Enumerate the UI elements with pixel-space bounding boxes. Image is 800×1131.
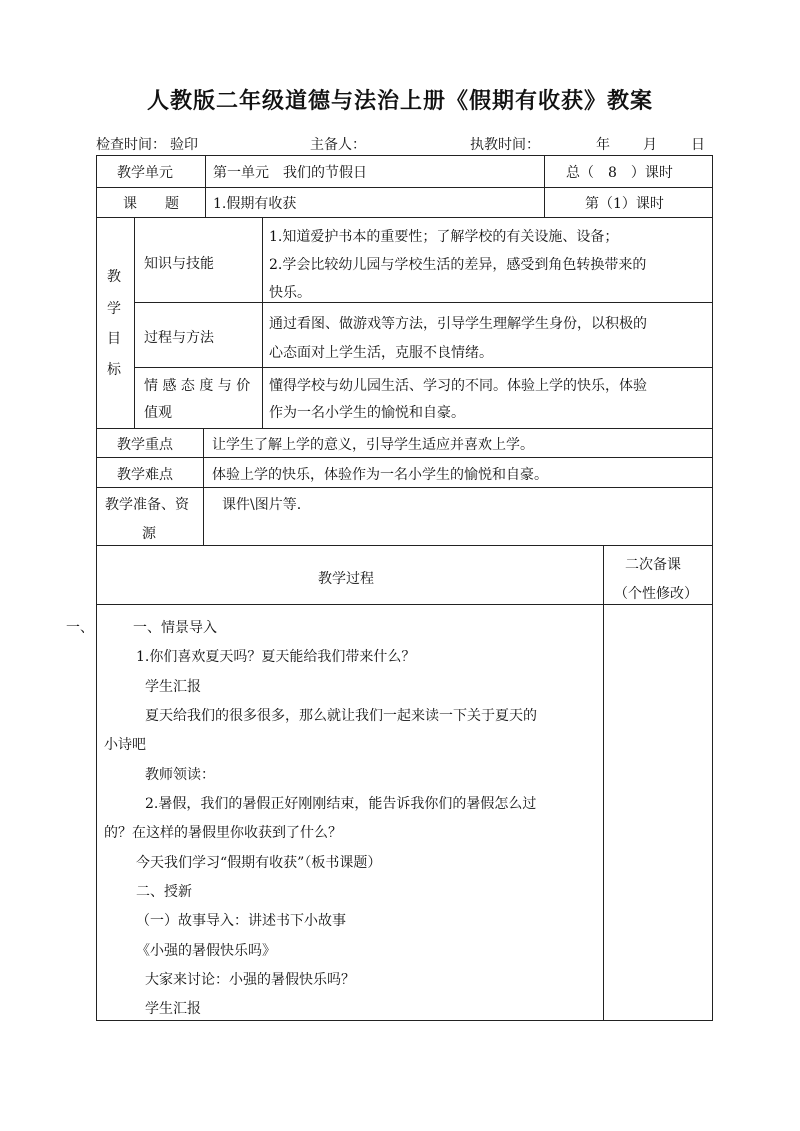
- difficulty-value: 体验上学的快乐，体验作为一名小学生的愉悦和自豪。: [212, 467, 548, 483]
- teach-time-label: 执教时间：: [470, 137, 540, 153]
- day-label: 日: [691, 137, 705, 153]
- body-line: 2.暑假，我们的暑假正好刚刚结束，能告诉我你们的暑假怎么过: [145, 796, 537, 812]
- month-label: 月: [643, 137, 657, 153]
- body-line: 《小强的暑假快乐吗》: [136, 943, 276, 959]
- body-line: 夏天给我们的很多很多，那么就让我们一起来读一下关于夏天的: [145, 708, 537, 724]
- unit-label: 教学单元: [117, 165, 173, 181]
- preparation-label-1: 教学准备、资: [105, 497, 189, 513]
- key-points-value: 让学生了解上学的意义，引导学生适应并喜欢上学。: [212, 437, 534, 453]
- knowledge-line-2: 2.学会比较幼儿园与学校生活的差异，感受到角色转换带来的: [269, 257, 647, 273]
- emotion-label-1: 情 感 态 度 与 价: [144, 378, 251, 394]
- second-prep-label: 二次备课: [625, 557, 681, 573]
- objectives-label-char-4: 标: [107, 362, 121, 378]
- body-line: 小诗吧: [104, 737, 146, 753]
- body-line: （一）故事导入：讲述书下小故事: [136, 913, 346, 929]
- knowledge-line-3: 快乐。: [269, 285, 311, 301]
- objectives-label-char-1: 教: [107, 269, 121, 285]
- emotion-label-2: 值观: [144, 405, 172, 421]
- total-lessons: 总（ 8 ）课时: [566, 165, 673, 181]
- emotion-line-2: 作为一名小学生的愉悦和自豪。: [269, 405, 465, 421]
- body-line: 1.你们喜欢夏天吗？夏天能给我们带来什么？: [136, 649, 416, 665]
- objectives-label-char-3: 目: [107, 331, 121, 347]
- body-line: 二、授新: [136, 884, 192, 900]
- section-side-mark: 一、: [66, 620, 94, 636]
- process-method-line-2: 心态面对上学生活，克服不良情绪。: [269, 345, 493, 361]
- key-points-label: 教学重点: [117, 437, 173, 453]
- body-line: 大家来讨论：小强的暑假快乐吗？: [145, 972, 355, 988]
- unit-value: 第一单元 我们的节假日: [213, 165, 367, 181]
- body-line: 学生汇报: [145, 1001, 201, 1017]
- process-header-label: 教学过程: [318, 571, 374, 587]
- document-title: 人教版二年级道德与法治上册《假期有收获》教案: [146, 88, 653, 114]
- process-method-line-1: 通过看图、做游戏等方法，引导学生理解学生身份，以积极的: [269, 316, 647, 332]
- body-line: 今天我们学习“假期有收获”（板书课题）: [136, 855, 382, 871]
- preparer-label: 主备人：: [310, 137, 366, 153]
- knowledge-line-1: 1.知道爱护书本的重要性；了解学校的有关设施、设备；: [269, 229, 619, 245]
- seal-label: 验印: [170, 137, 198, 153]
- difficulty-label: 教学难点: [117, 467, 173, 483]
- year-label: 年: [596, 137, 610, 153]
- preparation-label-2: 源: [142, 526, 156, 542]
- preparation-value: 课件\图片等.: [222, 497, 302, 513]
- body-line: 教师领读：: [145, 767, 215, 783]
- process-method-label: 过程与方法: [144, 330, 214, 346]
- knowledge-label: 知识与技能: [144, 256, 214, 272]
- objectives-label-char-2: 学: [107, 301, 121, 317]
- body-line: 学生汇报: [145, 679, 201, 695]
- body-line: 的？在这样的暑假里你收获到了什么？: [104, 825, 342, 841]
- topic-value: 1.假期有收获: [213, 196, 297, 212]
- emotion-line-1: 懂得学校与幼儿园生活、学习的不同。体验上学的快乐，体验: [269, 378, 647, 394]
- topic-label: 课 题: [123, 196, 179, 212]
- check-time-label: 检查时间：: [96, 137, 166, 153]
- lesson-number: 第（1）课时: [585, 196, 664, 212]
- personal-edit-label: （个性修改）: [614, 586, 698, 602]
- body-line: 一、情景导入: [133, 620, 217, 636]
